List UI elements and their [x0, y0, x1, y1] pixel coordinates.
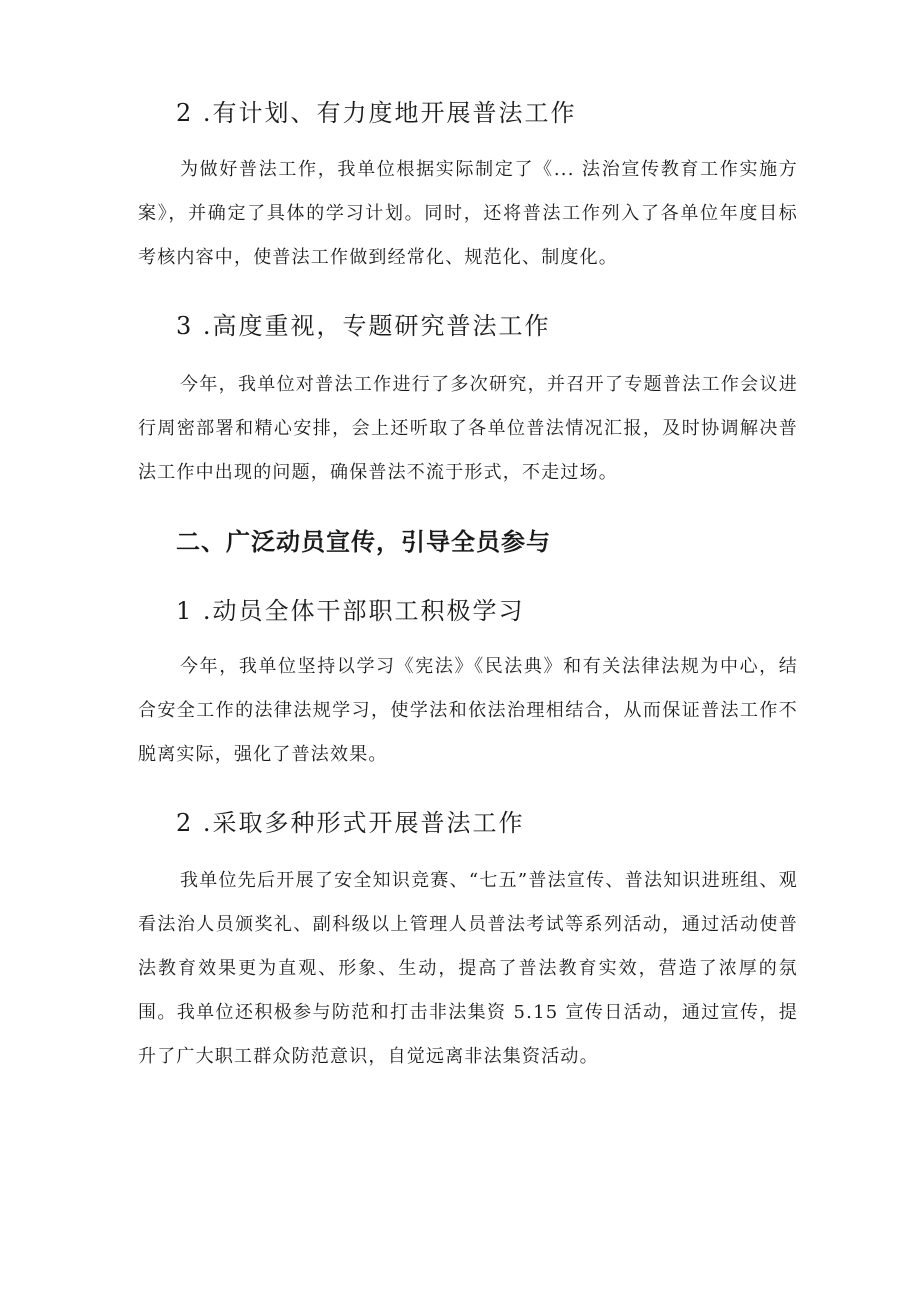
subheading-special-research: 3 .高度重视，专题研究普法工作 [176, 312, 551, 340]
section-heading-mobilize-publicity: 二、广泛动员宣传，引导全员参与 [176, 527, 551, 556]
paragraph-activities: 我单位先后开展了安全知识竞赛、“七五”普法宣传、普法知识进班组、观看法治人员颁奖礼、副科级以上管理人员普法考试等系列活动，通过活动使普法教育效果更为直观、形象、生动，提高了普法教育实效，营造了浓厚的氛围。我单位还积极参与防范和打击非法集资 5.15 宣传日活动，通过宣传，提升了广大职工群众防范意识，自觉远离非法集资活动。 [138, 870, 798, 1067]
subheading-multiple-forms: 2 .采取多种形式开展普法工作 [176, 809, 525, 837]
subheading-planned-law-work: 2 .有计划、有力度地开展普法工作 [176, 99, 577, 127]
paragraph-plan-implementation: 为做好普法工作，我单位根据实际制定了《... 法治宣传教育工作实施方案》，并确定了具体的学习计划。同时，还将普法工作列入了各单位年度目标考核内容中，使普法工作做到经常化、规范化、制度化。 [138, 159, 798, 268]
paragraph-research-meetings: 今年，我单位对普法工作进行了多次研究，并召开了专题普法工作会议进行周密部署和精心安排，会上还听取了各单位普法情况汇报，及时协调解决普法工作中出现的问题，确保普法不流于形式，不走过场。 [138, 374, 798, 483]
subheading-mobilize-staff-learning: 1 .动员全体干部职工积极学习 [176, 597, 525, 625]
paragraph-study-constitution: 今年，我单位坚持以学习《宪法》《民法典》和有关法律法规为中心，结合安全工作的法律法规学习，使学法和依法治理相结合，从而保证普法工作不脱离实际，强化了普法效果。 [138, 656, 798, 765]
